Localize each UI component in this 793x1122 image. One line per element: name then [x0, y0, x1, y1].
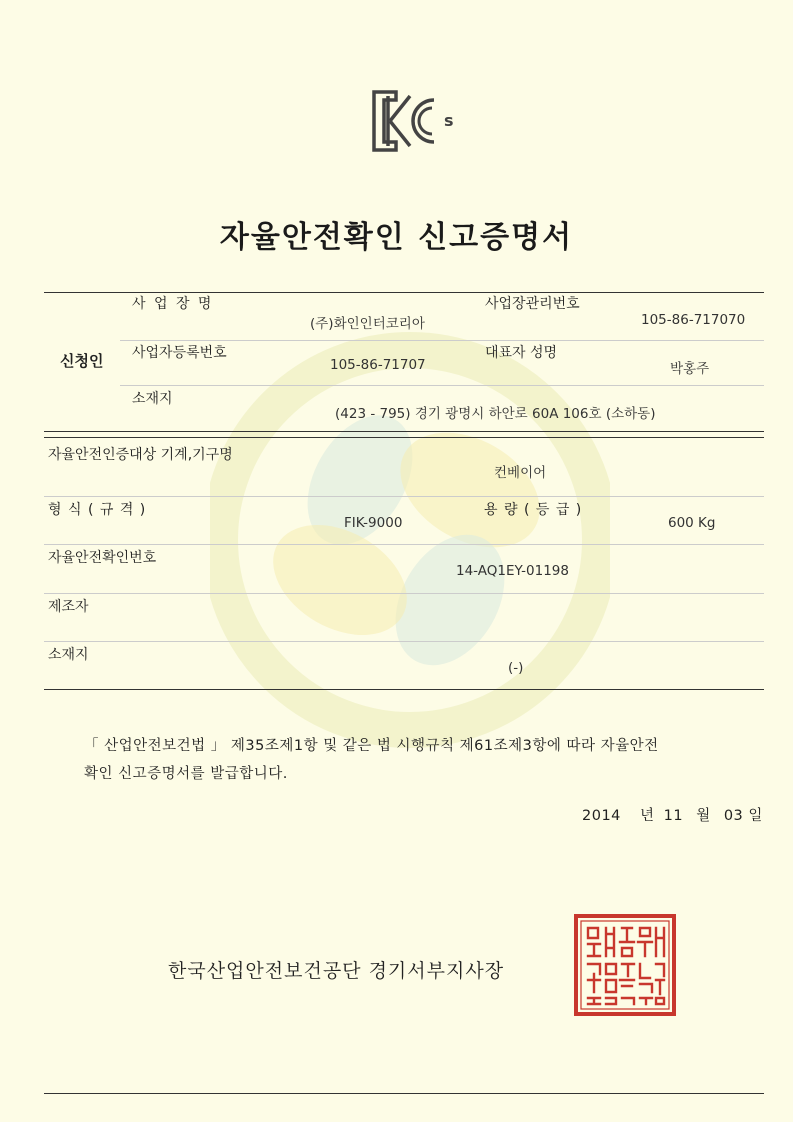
product-name-label: 자율안전인증대상 기계,기구명 [48, 447, 233, 463]
row-divider [120, 340, 764, 341]
statement-line-2: 확인 신고증명서를 발급합니다. [84, 766, 288, 782]
address-value: (423 - 795) 경기 광명시 하안로 60A 106호 (소하동) [335, 406, 656, 422]
date-day-unit: 일 [748, 808, 763, 824]
cert-no-value: 14-AQ1EY-01198 [456, 563, 569, 579]
applicant-section-label: 신청인 [60, 352, 104, 370]
kcs-superscript: s [444, 111, 454, 130]
kosha-watermark-icon [210, 330, 610, 750]
date-year: 2014 [582, 808, 621, 824]
biz-reg-no-value: 105-86-71707 [330, 357, 426, 373]
representative-label: 대표자 성명 [485, 345, 558, 361]
statement-line-1: 「 산업안전보건법 」 제35조제1항 및 같은 법 시행규칙 제61조제3항에 따라 자율안전 [84, 738, 659, 754]
site-mgmt-no-value: 105-86-717070 [641, 312, 746, 328]
rule-applicant-bottom-double [44, 437, 764, 438]
kcs-logo-icon [370, 86, 460, 156]
rule-applicant-bottom [44, 431, 764, 432]
issuer-name: 한국산업안전보건공단 경기서부지사장 [168, 960, 505, 982]
cert-no-label: 자율안전확인번호 [48, 550, 157, 566]
issue-date [582, 804, 763, 825]
row-divider [44, 544, 764, 545]
rule-bottom [44, 1093, 764, 1094]
model-label: 형 식 ( 규 격 ) [48, 502, 147, 518]
biz-reg-no-label: 사업자등록번호 [132, 345, 227, 361]
date-month: 11 [663, 808, 684, 824]
page-title: 자율안전확인 신고증명서 [219, 220, 574, 255]
product-name-value: 컨베이어 [494, 465, 547, 481]
maker-label: 제조자 [48, 599, 89, 615]
rule-product-bottom [44, 689, 764, 690]
official-seal-icon [574, 914, 676, 1016]
date-month-unit: 월 [696, 808, 711, 824]
business-name-value: (주)화인인터코리아 [310, 316, 425, 332]
business-name-label: 사 업 장 명 [132, 296, 214, 312]
row-divider [44, 641, 764, 642]
address-label: 소재지 [132, 391, 173, 407]
maker-address-label: 소재지 [48, 647, 89, 663]
maker-address-value: (-) [508, 660, 524, 676]
model-value: FIK-9000 [344, 515, 403, 531]
date-day: 03 [723, 808, 744, 824]
date-year-unit: 년 [640, 808, 655, 824]
row-divider [44, 593, 764, 594]
representative-value: 박홍주 [670, 361, 710, 377]
site-mgmt-no-label: 사업장관리번호 [485, 296, 580, 312]
row-divider [120, 385, 764, 386]
capacity-value: 600 Kg [668, 515, 716, 531]
row-divider [44, 496, 764, 497]
capacity-label: 용 량 ( 등 급 ) [484, 502, 583, 518]
